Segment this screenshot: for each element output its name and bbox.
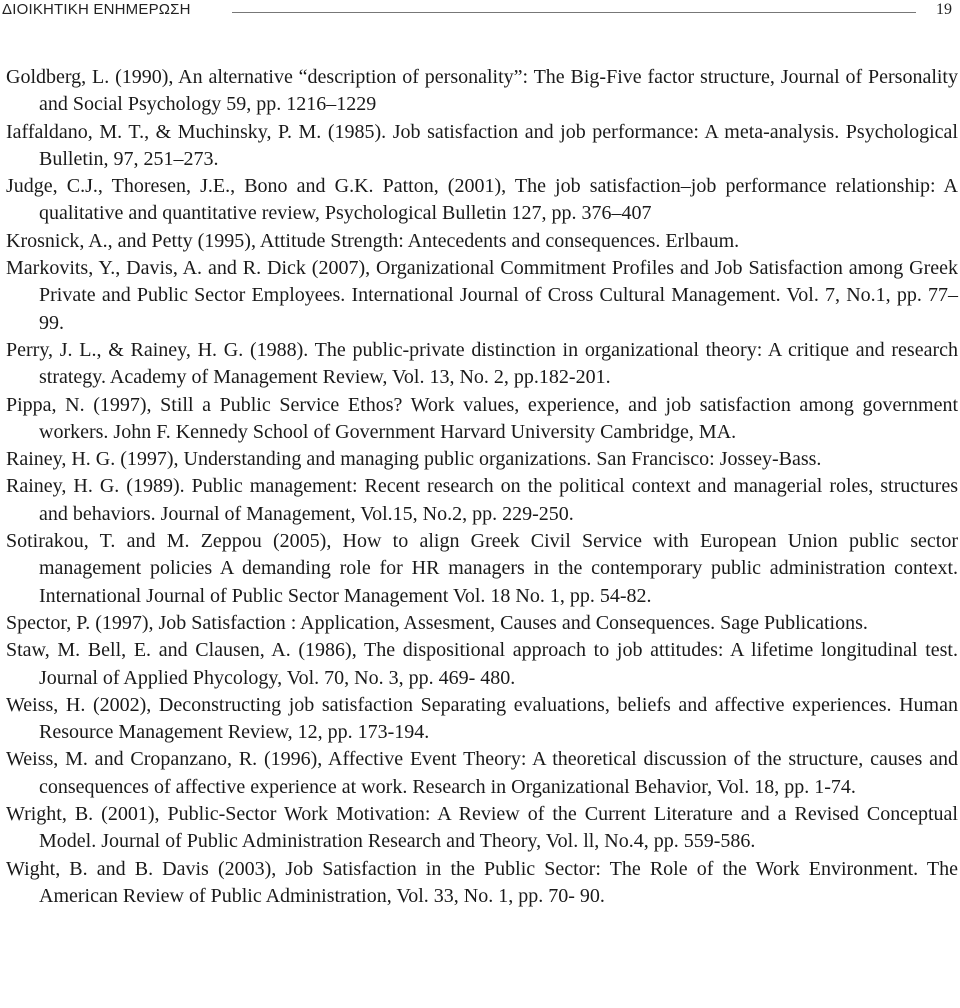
- reference-entry: Spector, P. (1997), Job Satisfaction : Application, Assesment, Causes and Consequences. Sage Publications.: [6, 611, 868, 634]
- reference-entry: Krosnick, A., and Petty (1995), Attitude Strength: Antecedents and consequences. Erlbaum.: [6, 229, 740, 252]
- reference-entry: Perry, J. L., & Rainey, H. G. (1988). The public-private distinction in organizational theory: A critique and research strategy. Academy of Management Review, Vol. 13, No. 2, pp.182-201.: [6, 338, 958, 389]
- reference-entry: Rainey, H. G. (1997), Understanding and managing public organizations. San Francisco: Jossey-Bass.: [6, 448, 822, 471]
- reference-entry: Weiss, M. and Cropanzano, R. (1996), Affective Event Theory: A theoretical discussion of the structure, causes and consequences of affective experience at work. Research in Organizational Behavior, Vol. 18, pp. 1-74.: [6, 748, 958, 798]
- reference-entry: Judge, C.J., Thoresen, J.E., Bono and G.K. Patton, (2001), The job satisfaction–job performance relationship: A qualitative and quantitative review, Psychological Bulletin 127, pp. 376–407: [6, 175, 958, 225]
- reference-list: [6, 64, 958, 910]
- reference-entry: Wright, B. (2001), Public-Sector Work Motivation: A Review of the Current Literature and a Revised Conceptual Model. Journal of Public Administration Research and Theory, Vol. ll, No.4, pp. 559-586.: [6, 803, 958, 853]
- reference-entry: Pippa, N. (1997), Still a Public Service Ethos? Work values, experience, and job satisfaction among government workers. John F. Kennedy School of Government Harvard University Cambridge, MA.: [6, 393, 958, 443]
- reference-entry: Markovits, Y., Davis, A. and R. Dick (2007), Organizational Commitment Profiles and Job Satisfaction among Greek Private and Public Sector Employees. International Journal of Cross Cultural Management. Vol. 7, No.1, pp. 77–99.: [6, 257, 958, 334]
- reference-entry: Staw, M. Bell, E. and Clausen, A. (1986), The dispositional approach to job attitudes: A lifetime longitudinal test. Journal of Applied Phycology, Vol. 70, No. 3, pp. 469- 480.: [6, 639, 958, 689]
- reference-entry: Sotirakou, T. and M. Zeppou (2005), How to align Greek Civil Service with European Union public sector management policies A demanding role for HR managers in the contemporary public administration context. International Journal of Public Sector Management Vol. 18 No. 1, pp. 54-82.: [6, 530, 958, 607]
- header-rule: [232, 12, 916, 13]
- reference-entry: Rainey, H. G. (1989). Public management: Recent research on the political context and managerial roles, structures and behaviors. Journal of Management, Vol.15, No.2, pp. 229-250.: [6, 475, 958, 525]
- journal-title: ΔΙΟΙΚΗΤΙΚΗ ΕΝΗΜΕΡΩΣΗ: [2, 1, 191, 18]
- reference-entry: Goldberg, L. (1990), An alternative “description of personality”: The Big-Five factor structure, Journal of Personality and Social Psychology 59, pp. 1216–1229: [6, 66, 958, 116]
- reference-entry: Iaffaldano, M. T., & Muchinsky, P. M. (1985). Job satisfaction and job performance: A meta-analysis. Psychological Bulletin, 97, 251–273.: [6, 120, 958, 170]
- running-header: [0, 0, 960, 24]
- page-number: 19: [936, 1, 952, 18]
- reference-entry: Wight, B. and B. Davis (2003), Job Satisfaction in the Public Sector: The Role of the Work Environment. The American Review of Public Administration, Vol. 33, No. 1, pp. 70- 90.: [6, 857, 958, 907]
- reference-entry: Weiss, H. (2002), Deconstructing job satisfaction Separating evaluations, beliefs and affective experiences. Human Resource Management Review, 12, pp. 173-194.: [6, 693, 958, 744]
